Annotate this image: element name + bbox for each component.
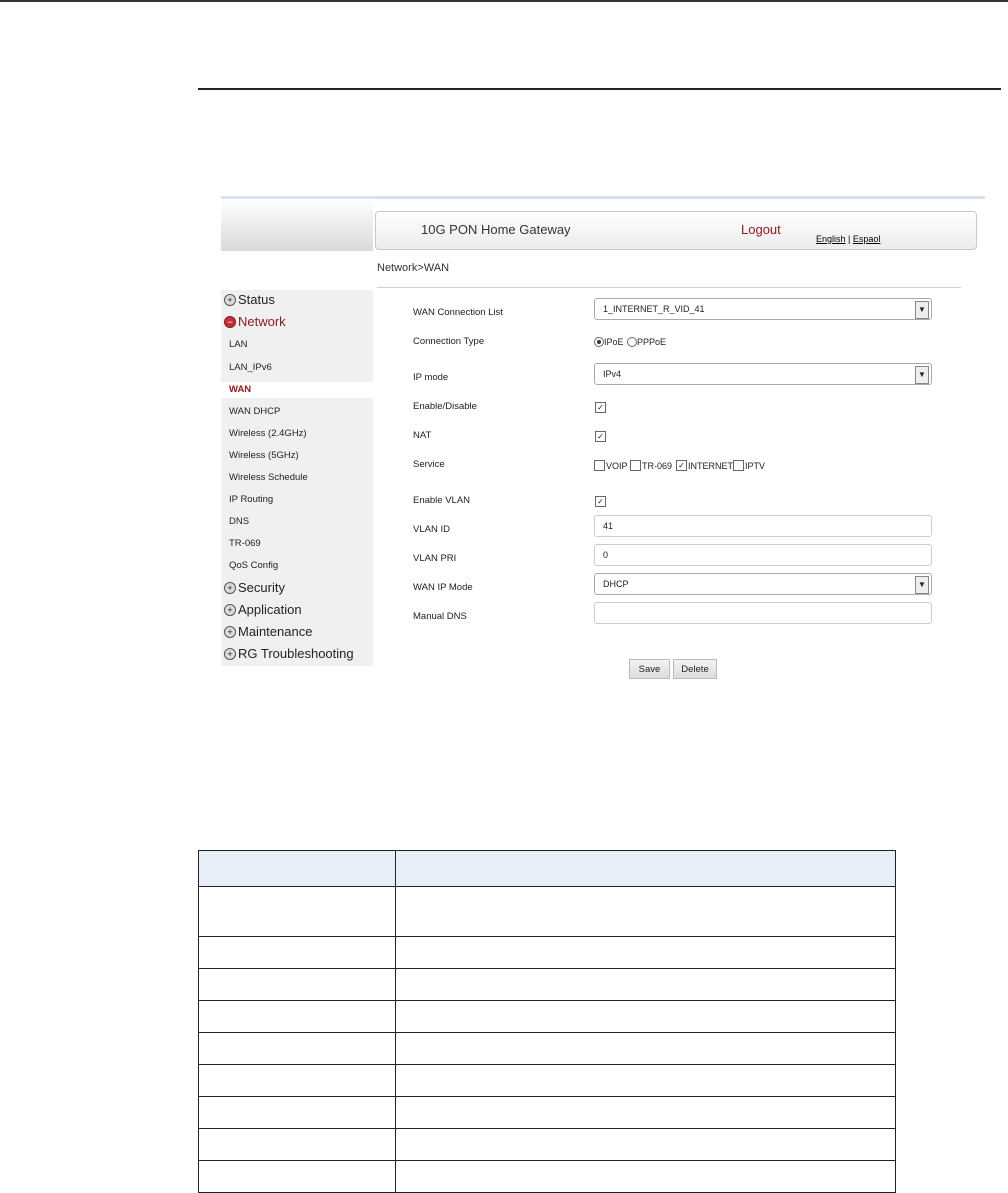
wan-connection-list-select[interactable]	[594, 298, 932, 320]
delete-button[interactable]: Delete	[673, 659, 717, 679]
table-row	[199, 1001, 896, 1033]
plus-icon: +	[224, 294, 236, 306]
sidebar-cat-label: Maintenance	[238, 624, 313, 639]
checkbox-icon	[594, 460, 605, 471]
content-divider	[377, 287, 961, 288]
logout-link[interactable]: Logout	[741, 222, 781, 237]
table-cell	[199, 1161, 396, 1193]
table-row	[199, 969, 896, 1001]
enable-vlan-checkbox[interactable]: ✓	[595, 496, 606, 507]
ip-mode-select[interactable]	[594, 363, 932, 385]
minus-icon: −	[224, 316, 236, 328]
plus-icon: +	[224, 582, 236, 594]
service-tr069[interactable]	[630, 460, 672, 471]
sidebar-item-qos-config[interactable]: QoS Config	[229, 560, 279, 571]
wan-connection-list-label: WAN Connection List	[413, 307, 503, 318]
sidebar-item-wireless-5[interactable]: Wireless (5GHz)	[229, 450, 299, 461]
table-header-row	[199, 851, 896, 887]
table-cell	[199, 1097, 396, 1129]
service-iptv[interactable]	[733, 460, 765, 471]
service-voip[interactable]	[594, 460, 628, 471]
sidebar-item-lan-ipv6[interactable]: LAN_IPv6	[229, 362, 272, 373]
sidebar-item-wan-dhcp[interactable]: WAN DHCP	[229, 406, 281, 417]
table-row	[199, 937, 896, 969]
table-row	[199, 1097, 896, 1129]
vlan-pri-input[interactable]: 0	[594, 544, 932, 566]
table-cell	[396, 937, 896, 969]
sidebar-cat-application[interactable]	[224, 602, 302, 617]
sidebar-header	[221, 199, 373, 251]
lang-espanol-link[interactable]: Espaol	[852, 234, 881, 244]
gateway-title: 10G PON Home Gateway	[421, 222, 571, 237]
service-internet[interactable]	[676, 460, 733, 471]
chevron-down-icon: ▼	[915, 576, 929, 594]
sidebar-cat-label: Network	[238, 314, 286, 329]
connection-type-ipoe[interactable]	[594, 337, 624, 347]
vlan-pri-label: VLAN PRI	[413, 553, 457, 564]
checkbox-checked-icon: ✓	[676, 460, 687, 471]
table-cell	[396, 1129, 896, 1161]
table-cell	[396, 1001, 896, 1033]
service-tr069-label: TR-069	[642, 460, 673, 471]
gateway-header	[375, 211, 977, 250]
table-cell	[396, 1161, 896, 1193]
chevron-down-icon: ▼	[915, 301, 929, 319]
sidebar-item-lan[interactable]: LAN	[229, 339, 248, 350]
wan-connection-list-value: 1_INTERNET_R_VID_41	[603, 304, 705, 314]
sidebar-item-wireless-24[interactable]: Wireless (2.4GHz)	[229, 428, 307, 439]
connection-type-label: Connection Type	[413, 336, 485, 347]
vlan-id-label: VLAN ID	[413, 524, 450, 535]
table-cell	[396, 887, 896, 937]
sidebar-cat-label: Application	[238, 602, 302, 617]
table-cell	[199, 1065, 396, 1097]
sidebar-cat-label: Security	[238, 580, 285, 595]
table-cell	[396, 969, 896, 1001]
table-row	[199, 1129, 896, 1161]
wan-ip-mode-select[interactable]	[594, 573, 932, 595]
table-cell	[199, 969, 396, 1001]
table-row	[199, 1033, 896, 1065]
nat-checkbox[interactable]: ✓	[595, 431, 606, 442]
sidebar-cat-security[interactable]	[224, 580, 285, 595]
service-voip-label: VOIP	[606, 460, 628, 471]
table-cell	[199, 1033, 396, 1065]
page-top-rule	[0, 0, 1008, 2]
service-iptv-label: IPTV	[745, 460, 766, 471]
nat-label: NAT	[413, 430, 432, 441]
sidebar-item-ip-routing[interactable]: IP Routing	[229, 494, 274, 505]
wan-ip-mode-value: DHCP	[603, 579, 629, 589]
parameter-table	[198, 850, 896, 1193]
lang-separator: |	[848, 234, 851, 244]
sidebar-cat-network[interactable]	[224, 314, 286, 329]
service-label: Service	[413, 459, 445, 470]
page-header-rule	[198, 88, 1001, 90]
sidebar-item-tr069[interactable]: TR-069	[229, 538, 261, 549]
ip-mode-value: IPv4	[603, 369, 622, 379]
save-button[interactable]: Save	[629, 659, 670, 679]
radio-icon	[627, 337, 637, 347]
sidebar-cat-maintenance[interactable]	[224, 624, 312, 639]
connection-type-pppoe-label: PPPoE	[637, 337, 667, 347]
table-cell	[199, 887, 396, 937]
enable-label: Enable/Disable	[413, 401, 477, 412]
radio-selected-icon	[594, 337, 604, 347]
plus-icon: +	[224, 648, 236, 660]
sidebar-cat-label: RG Troubleshooting	[238, 646, 354, 661]
table-row	[199, 887, 896, 937]
plus-icon: +	[224, 604, 236, 616]
table-header-cell	[199, 851, 396, 887]
table-row	[199, 1161, 896, 1193]
sidebar-cat-label: Status	[238, 292, 275, 307]
wan-ip-mode-label: WAN IP Mode	[413, 582, 473, 593]
chevron-down-icon: ▼	[915, 366, 929, 384]
connection-type-pppoe[interactable]	[627, 337, 666, 347]
vlan-id-input[interactable]: 41	[594, 515, 932, 537]
plus-icon: +	[224, 626, 236, 638]
enable-vlan-label: Enable VLAN	[413, 495, 471, 506]
table-row	[199, 1065, 896, 1097]
table-cell	[396, 1097, 896, 1129]
table-cell	[199, 937, 396, 969]
sidebar-item-wireless-schedule[interactable]: Wireless Schedule	[229, 472, 308, 483]
service-internet-label: INTERNET	[688, 460, 733, 471]
sidebar-cat-rg-troubleshooting[interactable]	[224, 646, 354, 661]
checkbox-icon	[733, 460, 744, 471]
sidebar-item-dns[interactable]: DNS	[229, 516, 250, 527]
connection-type-ipoe-label: IPoE	[604, 337, 624, 347]
checkbox-icon	[630, 460, 641, 471]
ip-mode-label: IP mode	[413, 372, 449, 383]
breadcrumb: Network>WAN	[377, 262, 450, 274]
table-cell	[199, 1001, 396, 1033]
table-cell	[396, 1033, 896, 1065]
table-cell	[199, 1129, 396, 1161]
table-cell	[396, 1065, 896, 1097]
manual-dns-label: Manual DNS	[413, 611, 467, 622]
lang-english-link[interactable]: English	[816, 234, 846, 244]
sidebar-item-wan[interactable]: WAN	[221, 382, 373, 398]
enable-checkbox[interactable]: ✓	[595, 402, 606, 413]
sidebar-cat-status[interactable]	[224, 292, 275, 307]
manual-dns-input[interactable]	[594, 602, 932, 624]
table-header-cell	[396, 851, 896, 887]
language-switcher	[816, 234, 880, 244]
